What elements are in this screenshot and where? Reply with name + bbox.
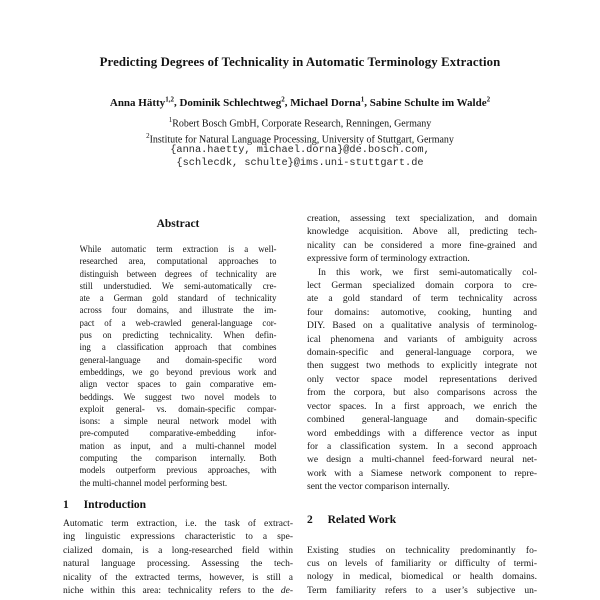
- abstract-body: [80, 243, 277, 489]
- text-line: cialized domain, is a long-researched field within: [63, 545, 293, 556]
- text-line: distinguish between degrees of technicality are: [79, 268, 277, 279]
- affiliation-line: $^1$Robert Bosch GmbH, Corporate Research, Renningen, Germany: [168, 116, 432, 130]
- text-line: align vector spaces to gain comparative em-: [79, 379, 277, 390]
- text-line: embeddings, we go beyond previous work and: [79, 366, 277, 377]
- section-title: Related Work: [327, 513, 397, 526]
- text-line: pre-computed comparative-embedding infor-: [79, 428, 277, 439]
- author-line: Anna Hätty$^{1,2}$, Dominik Schlechtweg$^2$, Michael Dorna$^1$, Sabine Schulte im Walde$^2$: [109, 95, 491, 109]
- author-name: Michael Dorna$^1$: [290, 95, 365, 109]
- text-line: work with a Siamese network component to repre-: [307, 468, 537, 479]
- related-work-text: [307, 545, 537, 599]
- text-line: knowledge acquisition. Above all, predicting tech-: [307, 227, 537, 238]
- text-line: Term familiarity refers to a user’s subjective un-: [307, 585, 537, 596]
- text-line: In this work, we first semi-automatically col-: [318, 267, 537, 278]
- introduction-text: [63, 518, 293, 598]
- author-name: Sabine Schulte im Walde$^2$: [369, 95, 491, 109]
- section-title: Introduction: [83, 498, 147, 511]
- text-line: general-language and domain-specific word: [79, 354, 277, 365]
- author-affiliation-marker: 2: [486, 95, 491, 103]
- abstract-heading: Abstract: [156, 218, 200, 230]
- right-column: [307, 213, 537, 598]
- text-line: vector spaces. In a first approach, we enrich the: [307, 401, 537, 412]
- text-line: Existing studies on technicality predominantly fo-: [307, 545, 537, 556]
- text-line: mation as input, and a multi-channel model: [79, 440, 277, 451]
- text-line: researched area, computational approaches to: [79, 256, 277, 267]
- text-line: domain-specific and general-language corpora, we: [307, 348, 537, 359]
- text-line: niche within this area: technicality refers to the de-: [63, 585, 293, 596]
- affiliation-marker: 1: [168, 116, 173, 124]
- section-number: 2: [307, 513, 313, 526]
- text-line: isons: a simple neural network model with: [79, 416, 277, 427]
- text-line: nicality can be considered a more fine-grained and: [307, 240, 537, 251]
- text-line: we design a multi-channel feed-forward neural net-: [307, 455, 537, 466]
- section-number: 1: [63, 498, 69, 511]
- email-line-2: {schlecdk, schulte}@ims.uni-stuttgart.de: [176, 157, 424, 170]
- text-line: from the corpora, but also comparisons across the: [307, 388, 537, 399]
- text-line: nicality of the extracted terms, however, is still a: [63, 572, 293, 583]
- affiliations: [20, 114, 580, 147]
- text-line: nology in medical, biomedical or health domains.: [307, 572, 537, 583]
- text-line: four domains: automotive, cooking, hunting and: [307, 307, 537, 318]
- text-line: While automatic term extraction is a well-: [79, 244, 277, 254]
- text-line: combined general-language and domain-specific: [307, 415, 537, 426]
- text-line: pact of a web-crawled general-language cor-: [79, 317, 277, 328]
- email-lines: [20, 144, 580, 170]
- author-name: Anna Hätty$^{1,2}$: [109, 95, 174, 109]
- affiliation-line: $^2$Institute for Natural Language Processing, University of Stuttgart, Germany: [146, 132, 454, 146]
- affiliation-marker: 2: [146, 132, 150, 141]
- text-line: beddings. We suggest two novel models to: [79, 391, 277, 402]
- text-line: word embeddings with a difference vector as input: [307, 428, 537, 439]
- text-line: creation, assessing text specialization, and domain: [307, 214, 537, 224]
- text-line: the multi-channel model performing best.: [79, 477, 228, 488]
- text-line: ate a gold standard of term technicality across: [307, 294, 537, 305]
- section-heading-related-work: [307, 513, 537, 527]
- author-affiliation-marker: 1,2: [165, 95, 174, 103]
- text-line: ing a classification approach that combines: [79, 342, 277, 353]
- left-column: [63, 217, 293, 598]
- text-line: Automatic term extraction, i.e. the task of extract-: [63, 518, 293, 529]
- text-line: pus on predicting technicality. When defin-: [79, 330, 277, 341]
- introduction-continued-text: [307, 213, 537, 495]
- text-line: ical phenomena and variants of ambiguity across: [307, 334, 537, 345]
- text-line: ing linguistic expressions characteristic to a spe-: [63, 532, 293, 543]
- text-line: ate a German gold standard of technicality: [79, 293, 277, 304]
- text-line: computing the comparison internally. Both: [79, 453, 277, 464]
- text-line: across four domains, and illustrate the im-: [79, 305, 277, 316]
- section-heading-introduction: [63, 498, 293, 512]
- text-line: exploit general- vs. domain-specific compar-: [79, 403, 277, 414]
- text-line: lect German specialized domain corpora to cre-: [307, 281, 537, 292]
- text-line: expressive form of terminology extraction.: [307, 254, 470, 265]
- text-line: cus on levels of familiarity or difficulty of termi-: [307, 558, 537, 569]
- text-line: for a classification system. In a second approach: [307, 441, 537, 452]
- text-line: natural language processing. Assessing the tech-: [63, 559, 293, 570]
- text-line: sent the vector comparison internally.: [307, 482, 450, 493]
- text-line: DIY. Based on a qualitative analysis of terminolog-: [307, 321, 537, 332]
- text-line: still understudied. We semi-automatically cre-: [79, 280, 277, 291]
- author-name: Dominik Schlechtweg$^2$: [179, 95, 285, 109]
- author-affiliation-marker: 2: [281, 95, 285, 103]
- paper-title: Predicting Degrees of Technicality in Automatic Terminology Extraction: [99, 55, 501, 69]
- text-line: models outperform previous approaches, with: [79, 465, 277, 476]
- author-affiliation-marker: 1: [360, 95, 365, 103]
- text-line: only vector space model representations derived: [307, 374, 537, 385]
- text-line: then suggest two methods to explicitly integrate not: [307, 361, 537, 372]
- email-line-1: {anna.haetty, michael.dorna}@de.bosch.com,: [170, 144, 430, 156]
